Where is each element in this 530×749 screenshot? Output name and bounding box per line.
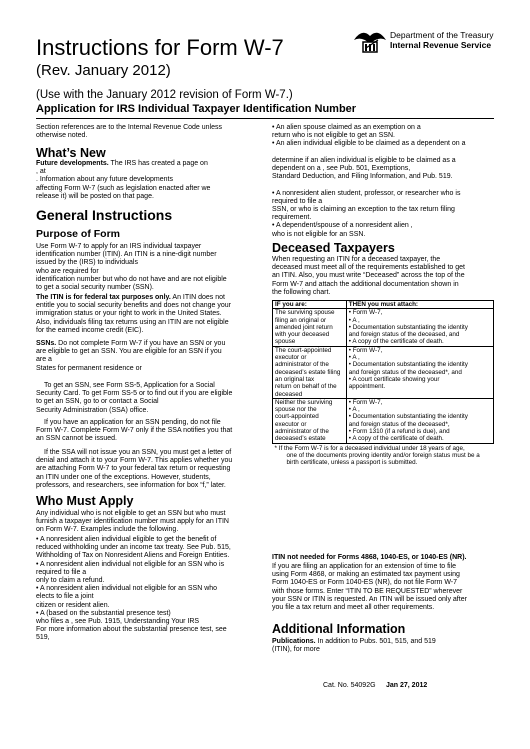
list-item: reduced withholding under an income tax treaty. See Pub. 515, — [36, 544, 231, 552]
text-line: identification number but who do not have and are not eligible — [36, 275, 227, 283]
future-developments-paragraph — [36, 160, 210, 201]
list-item: • A nonresident alien individual eligible to get the benefit of — [36, 536, 217, 543]
purpose-paragraph — [36, 243, 227, 292]
text-line: immigration status or your right to work in the United States. — [36, 310, 222, 318]
text-line: If you have an application for an SSN pending, do not file — [44, 419, 221, 426]
table-header-row — [273, 301, 494, 309]
cell-line: The surviving spouse — [275, 309, 335, 317]
list-item: For more information about the substantial presence test, see — [36, 626, 227, 634]
text-line: for the earned income credit (EIC). — [36, 326, 144, 334]
cell-line: Neither the surviving — [275, 398, 333, 406]
footnote-line: * If the Form W-7 is for a deceased individual under 18 years of age, — [274, 444, 465, 452]
who-must-apply-list — [36, 536, 231, 643]
cell-line: spouse nor the — [275, 406, 317, 414]
text-line: When requesting an ITIN for a deceased taxpayer, the — [272, 256, 441, 263]
cell-line: • A copy of the certificate of death. — [348, 338, 444, 346]
table-row — [273, 309, 494, 346]
text-line: on Form W-7. Examples include the following. — [36, 526, 179, 534]
cell-line: • Form W-7, — [348, 309, 383, 317]
additional-information-heading: Additional Information — [272, 622, 406, 636]
table-cell — [346, 346, 493, 398]
future-developments-label: Future developments. — [36, 160, 109, 167]
text-line: If you are filing an application for an extension of time to file — [272, 563, 457, 570]
text-line: furnish a taxpayer identification number must apply for an ITIN — [36, 518, 229, 526]
list-item: 519, — [36, 634, 50, 642]
ssns-paragraph — [36, 340, 225, 373]
text-line: Form 1040-ES or Form 1040-ES (NR), do not file Form W-7 — [272, 579, 458, 587]
list-item: elects to file a joint — [36, 593, 94, 601]
text-line: your SSN or ITIN is requested. An ITIN will be issued only after — [272, 595, 467, 603]
text-line: . Information about any future developments — [36, 176, 173, 184]
text-line: If the SSA will not issue you an SSN, you must get a letter of — [44, 449, 232, 456]
ssa-letter-paragraph — [36, 449, 232, 490]
itin-not-needed-paragraph — [272, 563, 467, 612]
cell-line: and foreign status of the deceased*, and — [348, 368, 462, 376]
text-line: you file a tax return and meet all other requirements. — [272, 604, 435, 612]
who-must-apply-paragraph — [36, 510, 229, 535]
cell-line: executor or — [275, 354, 307, 362]
list-item: Withholding of Tax on Nonresident Aliens and Foreign Entities. — [36, 552, 230, 560]
list-item: • An alien spouse claimed as an exemption on a — [272, 124, 421, 131]
text-line: professors, and researchers, see information for box “f,” later. — [36, 481, 226, 489]
cell-line: The court-appointed — [275, 346, 332, 354]
list-item: who files a , see Pub. 1915, Understanding Your IRS — [36, 618, 200, 626]
list-item: who is not eligible for an SSN. — [272, 230, 366, 238]
cell-line: amended joint return — [275, 323, 333, 331]
list-item: • A nonresident alien individual not eligible for an SSN who is — [36, 560, 225, 568]
cell-line: court-appointed — [275, 413, 319, 421]
who-must-apply-heading: Who Must Apply — [36, 494, 134, 508]
text-line: Use Form W-7 to apply for an IRS individual taxpayer — [36, 243, 202, 250]
cell-line: • Documentation substantiating the identity — [348, 413, 468, 421]
text-line: Do not complete Form W-7 if you have an SSN or you — [56, 340, 226, 347]
cell-line: administrator of the — [275, 361, 329, 369]
cell-line: spouse — [275, 338, 296, 346]
table-row — [273, 398, 494, 443]
list-item: required to file a — [272, 197, 323, 205]
cell-line: appointment. — [348, 383, 386, 391]
cell-line: • Form W-7, — [348, 346, 383, 354]
intro-line: Section references are to the Internal Revenue Code unless — [36, 124, 223, 131]
list-item: dependent on a , see Pub. 501, Exemptions, — [272, 165, 411, 173]
cell-line: administrator of the — [275, 428, 329, 436]
cell-line: return on behalf of the — [275, 383, 337, 391]
table-cell — [346, 398, 493, 443]
cell-line: • Form 1310 (if a refund is due), and — [348, 428, 450, 436]
itin-federal-paragraph — [36, 294, 231, 335]
text-line: Form W-7 and attach the additional documentation shown in — [272, 280, 459, 288]
application-title: Application for IRS Individual Taxpayer Identification Number — [36, 103, 357, 115]
text-line: using Form 4868, or making an estimated tax payment using — [272, 571, 460, 579]
text-line: are a — [36, 356, 52, 364]
agency-department: Department of the Treasury — [390, 30, 494, 40]
table-cell — [273, 309, 347, 346]
text-line: In addition to Pubs. 501, 515, and 519 — [315, 638, 436, 645]
deceased-taxpayers-heading: Deceased Taxpayers — [272, 241, 395, 255]
text-line: Any individual who is not eligible to get an SSN but who must — [36, 510, 226, 517]
list-item: SSN, or who is claiming an exception to the tax return filing — [272, 206, 455, 214]
text-line: denial and attach it to your Form W-7. This applies whether you — [36, 457, 233, 465]
table-header: IF you are: — [273, 301, 347, 309]
intro-line: otherwise noted. — [36, 132, 88, 140]
left-column — [36, 124, 222, 140]
text-line: (ITIN), for more — [272, 646, 320, 654]
text-line: States for permanent residence or — [36, 364, 142, 372]
text-line: The IRS has created a page on — [108, 160, 208, 167]
cell-line: filing an original or — [275, 316, 327, 324]
text-line: Security Administration (SSA) office. — [36, 406, 149, 414]
list-item: • A dependent/spouse of a nonresident alien , — [272, 222, 413, 230]
table-footnote — [273, 443, 494, 466]
publications-paragraph — [272, 638, 436, 654]
itin-federal-label: The ITIN is for federal tax purposes only. — [36, 294, 171, 301]
catalog-number: Cat. No. 54092G — [323, 682, 376, 689]
header-divider — [36, 118, 494, 119]
text-line: release it) will be posted on that page. — [36, 192, 154, 200]
list-item: citizen or resident alien. — [36, 601, 110, 609]
list-item: required to file a — [36, 568, 87, 576]
text-line: to get an SSN, go to or contact a Social — [36, 398, 159, 406]
list-item — [272, 149, 466, 157]
text-line: Also, individuals filing tax returns using an ITIN are not eligible — [36, 318, 229, 326]
text-line: An ITIN does not — [170, 294, 225, 301]
table-row — [273, 346, 494, 398]
right-column-bullets — [272, 124, 466, 239]
cell-line: and foreign status of the deceased, and — [348, 331, 460, 339]
list-item: Standard Deduction, and Filing Information, and Pub. 519. — [272, 173, 453, 181]
list-item: requirement. — [272, 214, 312, 222]
cell-line: • Form W-7, — [348, 398, 383, 406]
ssns-label: SSNs. — [36, 340, 57, 347]
footnote-line: one of the documents proving identity and/or foreign status must be a — [286, 451, 480, 459]
text-line: affecting Form W-7 (such as legislation enacted after we — [36, 184, 211, 192]
list-item: • A nonresident alien individual not eligible for an SSN who — [36, 585, 218, 593]
revision-date: (Rev. January 2012) — [36, 62, 171, 79]
cell-line: • A copy of the certificate of death. — [348, 435, 444, 443]
cell-line: with your deceased — [275, 331, 330, 339]
cell-line: • A court certificate showing your — [348, 375, 440, 383]
get-ssn-paragraph — [36, 382, 232, 415]
text-line: Form W-7. Complete Form W-7 only if the SSA notifies you that — [36, 427, 233, 435]
text-line: who are required for — [36, 267, 99, 275]
text-line: Security Card. To get Form SS-5 or to find out if you are eligible — [36, 390, 233, 398]
whats-new-heading: What’s New — [36, 146, 106, 160]
table-header: THEN you must attach: — [346, 301, 493, 309]
agency-irs: Internal Revenue Service — [390, 40, 492, 50]
deceased-paragraph — [272, 256, 465, 297]
table-cell — [273, 398, 347, 443]
cell-line: deceased’s estate filing — [275, 368, 341, 376]
text-line: , at — [36, 168, 46, 176]
general-instructions-heading: General Instructions — [36, 207, 173, 223]
text-line: identification number (ITIN). An ITIN is a nine-digit number — [36, 251, 217, 259]
publication-date: Jan 27, 2012 — [386, 682, 428, 689]
text-line: the following chart. — [272, 288, 331, 296]
cell-line: an original tax — [275, 375, 315, 383]
list-item — [272, 181, 466, 189]
cell-line: • A , — [348, 354, 360, 362]
list-item: determine if an alien individual is eligible to be claimed as a — [272, 156, 456, 164]
cell-line: • A , — [348, 316, 360, 324]
text-line: an ITIN under one of the exceptions. However, students, — [36, 473, 211, 481]
cell-line: • A , — [348, 406, 360, 414]
cell-line: deceased’s estate — [275, 435, 326, 443]
purpose-of-form-heading: Purpose of Form — [36, 228, 121, 240]
table-cell — [346, 309, 493, 346]
list-item: • An alien individual eligible to be claimed as a dependent on a — [272, 140, 466, 148]
irs-eagle-logo-icon — [352, 26, 388, 56]
list-item: only to claim a refund. — [36, 577, 105, 585]
text-line: to get a social security number (SSN). — [36, 284, 154, 292]
list-item: • A (based on the substantial presence test) — [36, 609, 171, 617]
itin-not-needed-heading: ITIN not needed for Forms 4868, 1040-ES, or 1040-ES (NR). — [272, 554, 467, 561]
cell-line: executor or — [275, 420, 307, 428]
cell-line: and foreign status of the deceased*, — [348, 420, 450, 428]
publications-label: Publications. — [272, 638, 316, 645]
document-title: Instructions for Form W-7 — [36, 35, 284, 60]
cell-line: • Documentation substantiating the identity — [348, 361, 468, 369]
text-line: To get an SSN, see Form SS-5, Application for a Social — [44, 382, 215, 389]
cell-line: • Documentation substantiating the identity — [348, 323, 468, 331]
list-item: return who is not eligible to get an SSN. — [272, 132, 395, 140]
pending-paragraph — [36, 419, 232, 444]
deceased-documentation-table — [272, 300, 494, 467]
text-line: an SSN cannot be issued. — [36, 435, 117, 443]
cell-line: deceased — [275, 390, 303, 398]
text-line: deceased must meet all of the requirements established to get — [272, 264, 465, 272]
text-line: issued by the (IRS) to individuals — [36, 259, 138, 267]
text-line: with those forms. Enter “ITIN TO BE REQUESTED” wherever — [272, 587, 463, 595]
list-item: • A nonresident alien student, professor, or researcher who is — [272, 189, 461, 197]
text-line: are eligible to get an SSN. You are eligible for an SSN if you — [36, 348, 222, 356]
footnote-line: birth certificate, unless a passport is submitted. — [286, 459, 418, 467]
use-with-note: (Use with the January 2012 revision of Form W-7.) — [36, 89, 293, 101]
table-footnote-row — [273, 443, 494, 466]
table-cell — [273, 346, 347, 398]
text-line: are attaching Form W-7 to your federal tax return or requesting — [36, 465, 231, 473]
text-line: entitle you to social security benefits and does not change your — [36, 302, 231, 310]
text-line: an ITIN. Also, you must write “Deceased” across the top of the — [272, 272, 465, 280]
